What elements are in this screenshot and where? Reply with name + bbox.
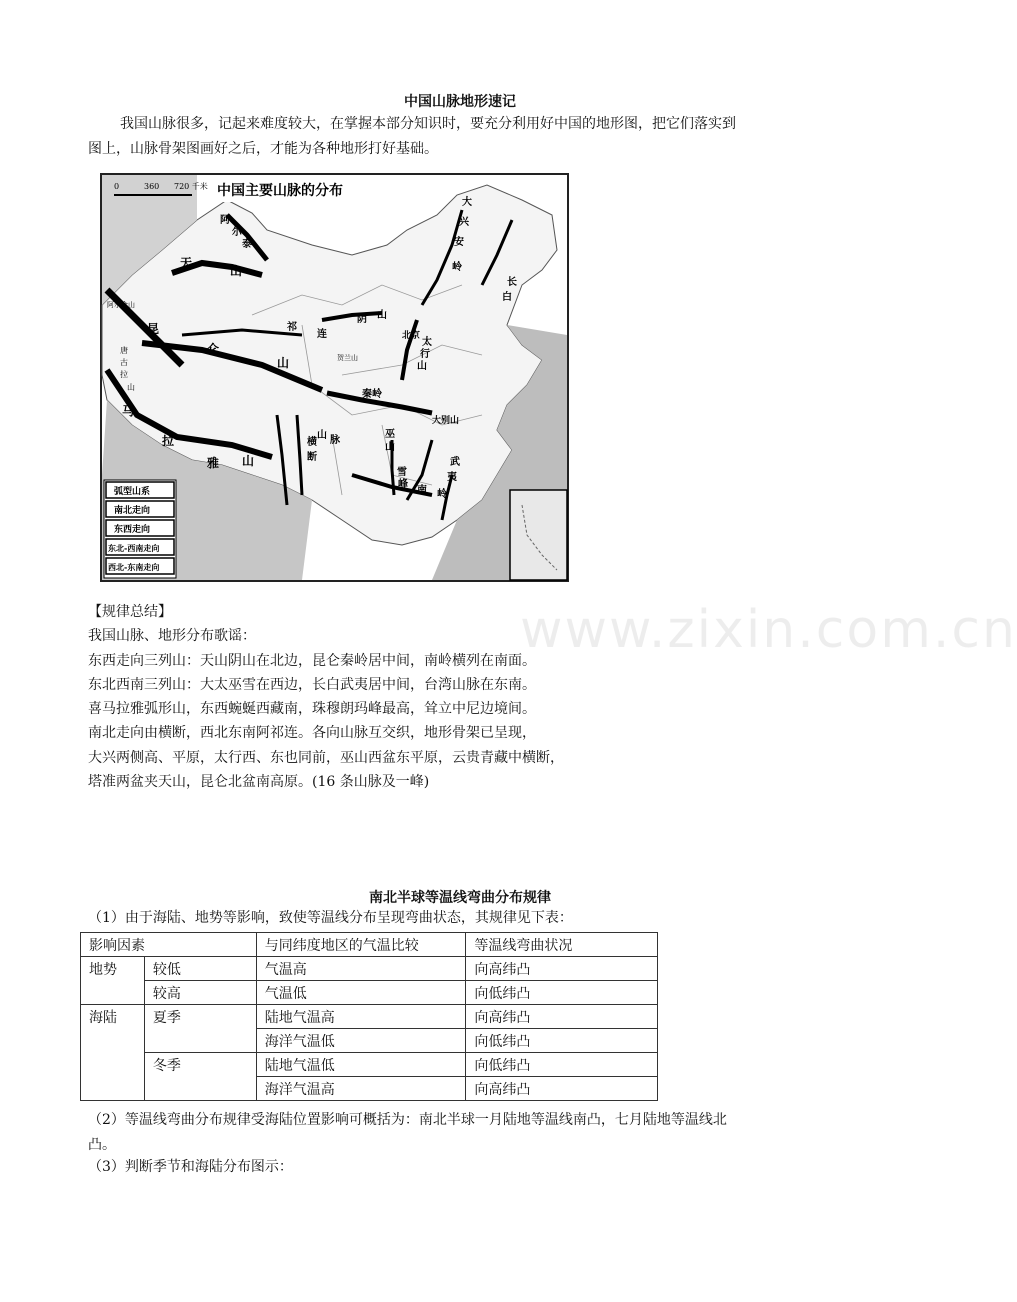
table-row <box>81 1053 658 1077</box>
svg-text:弧型山系: 弧型山系 <box>114 487 151 497</box>
summary-line: 我国山脉、地形分布歌谣： <box>88 628 256 645</box>
summary-line: 东西走向三列山：天山阴山在北边，昆仑秦岭居中间，南岭横列在南面。 <box>88 652 536 669</box>
svg-text:山: 山 <box>317 430 327 441</box>
svg-text:巫: 巫 <box>385 429 395 440</box>
svg-text:峰: 峰 <box>398 479 408 490</box>
table-row <box>81 1005 658 1029</box>
svg-text:岭: 岭 <box>437 489 447 500</box>
svg-text:山: 山 <box>127 383 135 392</box>
table-cell: 向低纬凸 <box>466 1053 658 1077</box>
sub-factor: 较低 <box>144 957 256 981</box>
svg-text:贺兰山: 贺兰山 <box>337 354 358 362</box>
svg-text:东西走向: 东西走向 <box>114 525 151 535</box>
svg-text:行: 行 <box>420 349 430 360</box>
watermark: www.zixin.com.cn <box>520 600 1017 660</box>
svg-text:尔: 尔 <box>232 227 242 238</box>
table-cell: 陆地气温低 <box>256 1053 466 1077</box>
svg-text:安: 安 <box>454 237 464 248</box>
sub-factor: 较高 <box>144 981 256 1005</box>
summary-block <box>88 600 564 794</box>
svg-text:古: 古 <box>120 358 128 367</box>
summary-line: 南北走向由横断，西北东南阿祁连。各向山脉互交织，地形骨架已呈现， <box>88 725 536 742</box>
svg-text:中国主要山脉的分布: 中国主要山脉的分布 <box>217 183 343 199</box>
svg-text:南: 南 <box>417 485 427 496</box>
svg-text:太: 太 <box>422 337 432 348</box>
isotherm-table <box>80 932 658 1101</box>
table-header: 影响因素 <box>81 933 257 957</box>
svg-text:山: 山 <box>377 310 387 321</box>
svg-text:0: 0 <box>114 182 120 191</box>
svg-text:秦岭: 秦岭 <box>362 389 382 400</box>
map-legend <box>104 480 176 578</box>
svg-text:阿: 阿 <box>220 215 230 226</box>
svg-text:祁: 祁 <box>287 322 297 333</box>
map-drawing <box>102 175 567 580</box>
svg-text:昆: 昆 <box>147 322 160 336</box>
section-title-isotherms: 南北半球等温线弯曲分布规律 <box>369 890 551 906</box>
summary-line: 大兴两侧高、平原，太行西、东也同前，巫山西盆东平原，云贵青藏中横断， <box>88 749 564 766</box>
svg-text:南北走向: 南北走向 <box>114 506 151 516</box>
svg-text:脉: 脉 <box>330 435 340 446</box>
table-header: 与同纬度地区的气温比较 <box>256 933 466 957</box>
china-mountains-map <box>100 173 569 582</box>
svg-text:唐: 唐 <box>120 346 128 355</box>
table-cell: 海洋气温低 <box>256 1029 466 1053</box>
table-row <box>81 957 658 981</box>
table-cell: 向高纬凸 <box>466 1005 658 1029</box>
summary-line: 喜马拉雅弧形山，东西蜿蜒西藏南，珠穆朗玛峰最高，耸立中尼边境间。 <box>88 701 536 718</box>
svg-text:西北-东南走向: 西北-东南走向 <box>108 562 160 572</box>
intro-line-1: 我国山脉很多，记起来难度较大，在掌握本部分知识时，要充分利用好中国的地形图，把它们落实到 <box>120 116 736 132</box>
svg-text:阿尔金山: 阿尔金山 <box>107 301 135 309</box>
svg-text:仑: 仑 <box>207 342 220 356</box>
table-cell: 向低纬凸 <box>466 981 658 1005</box>
section-title-mountains: 中国山脉地形速记 <box>404 94 516 110</box>
svg-text:山: 山 <box>417 361 427 372</box>
svg-text:雪: 雪 <box>397 467 407 478</box>
svg-text:拉: 拉 <box>162 434 175 448</box>
summary-line: 东北西南三列山：大太巫雪在西边，长白武夷居中间，台湾山脉在东南。 <box>88 676 536 693</box>
summary-heading: 【规律总结】 <box>88 604 172 620</box>
svg-text:连: 连 <box>317 329 327 340</box>
svg-text:泰: 泰 <box>242 239 252 250</box>
svg-text:夷: 夷 <box>447 472 457 483</box>
isotherm-p2-line1: （2）等温线弯曲分布规律受海陆位置影响可概括为：南北半球一月陆地等温线南凸，七月陆地等温线北 <box>88 1112 727 1128</box>
svg-text:断: 断 <box>307 452 317 463</box>
svg-text:兴: 兴 <box>459 217 469 228</box>
isotherm-p3: （3）判断季节和海陆分布图示： <box>88 1159 293 1175</box>
svg-text:雅: 雅 <box>207 456 220 470</box>
table-cell: 向高纬凸 <box>466 957 658 981</box>
svg-text:拉: 拉 <box>120 370 128 379</box>
svg-text:360: 360 <box>144 182 160 191</box>
table-cell: 向低纬凸 <box>466 1029 658 1053</box>
svg-text:岭: 岭 <box>452 262 462 273</box>
svg-text:山: 山 <box>385 442 395 453</box>
isotherm-p2-line2: 凸。 <box>88 1137 116 1153</box>
factor-landsea: 海陆 <box>81 1005 145 1101</box>
sub-factor: 冬季 <box>144 1053 256 1101</box>
svg-text:东北-西南走向: 东北-西南走向 <box>108 543 160 553</box>
svg-text:720 千米: 720 千米 <box>174 182 208 191</box>
svg-text:北京: 北京 <box>402 331 421 341</box>
factor-terrain: 地势 <box>81 957 145 1005</box>
svg-text:阴: 阴 <box>357 314 367 325</box>
table-row <box>81 981 658 1005</box>
table-header-row <box>81 933 658 957</box>
summary-line: 塔准两盆夹天山，昆仑北盆南高原。(16 条山脉及一峰) <box>88 774 430 791</box>
sub-factor: 夏季 <box>144 1005 256 1053</box>
intro-line-2: 图上，山脉骨架图画好之后，才能为各种地形打好基础。 <box>88 141 438 157</box>
table-cell: 向高纬凸 <box>466 1077 658 1101</box>
svg-text:天: 天 <box>180 256 193 270</box>
svg-text:山: 山 <box>230 264 243 278</box>
svg-text:大别山: 大别山 <box>432 416 460 426</box>
svg-text:山: 山 <box>277 356 290 370</box>
isotherm-p1: （1）由于海陆、地势等影响，致使等温线分布呈现弯曲状态，其规律见下表： <box>88 910 573 926</box>
table-header: 等温线弯曲状况 <box>466 933 658 957</box>
svg-text:白: 白 <box>502 292 512 303</box>
svg-text:山: 山 <box>242 454 255 468</box>
table-cell: 陆地气温高 <box>256 1005 466 1029</box>
table-cell: 气温低 <box>256 981 466 1005</box>
svg-text:武: 武 <box>450 457 460 468</box>
table-cell: 气温高 <box>256 957 466 981</box>
svg-text:马: 马 <box>122 404 135 418</box>
svg-text:大: 大 <box>462 197 472 208</box>
svg-text:长: 长 <box>507 277 517 288</box>
table-cell: 海洋气温高 <box>256 1077 466 1101</box>
svg-text:横: 横 <box>307 437 317 448</box>
